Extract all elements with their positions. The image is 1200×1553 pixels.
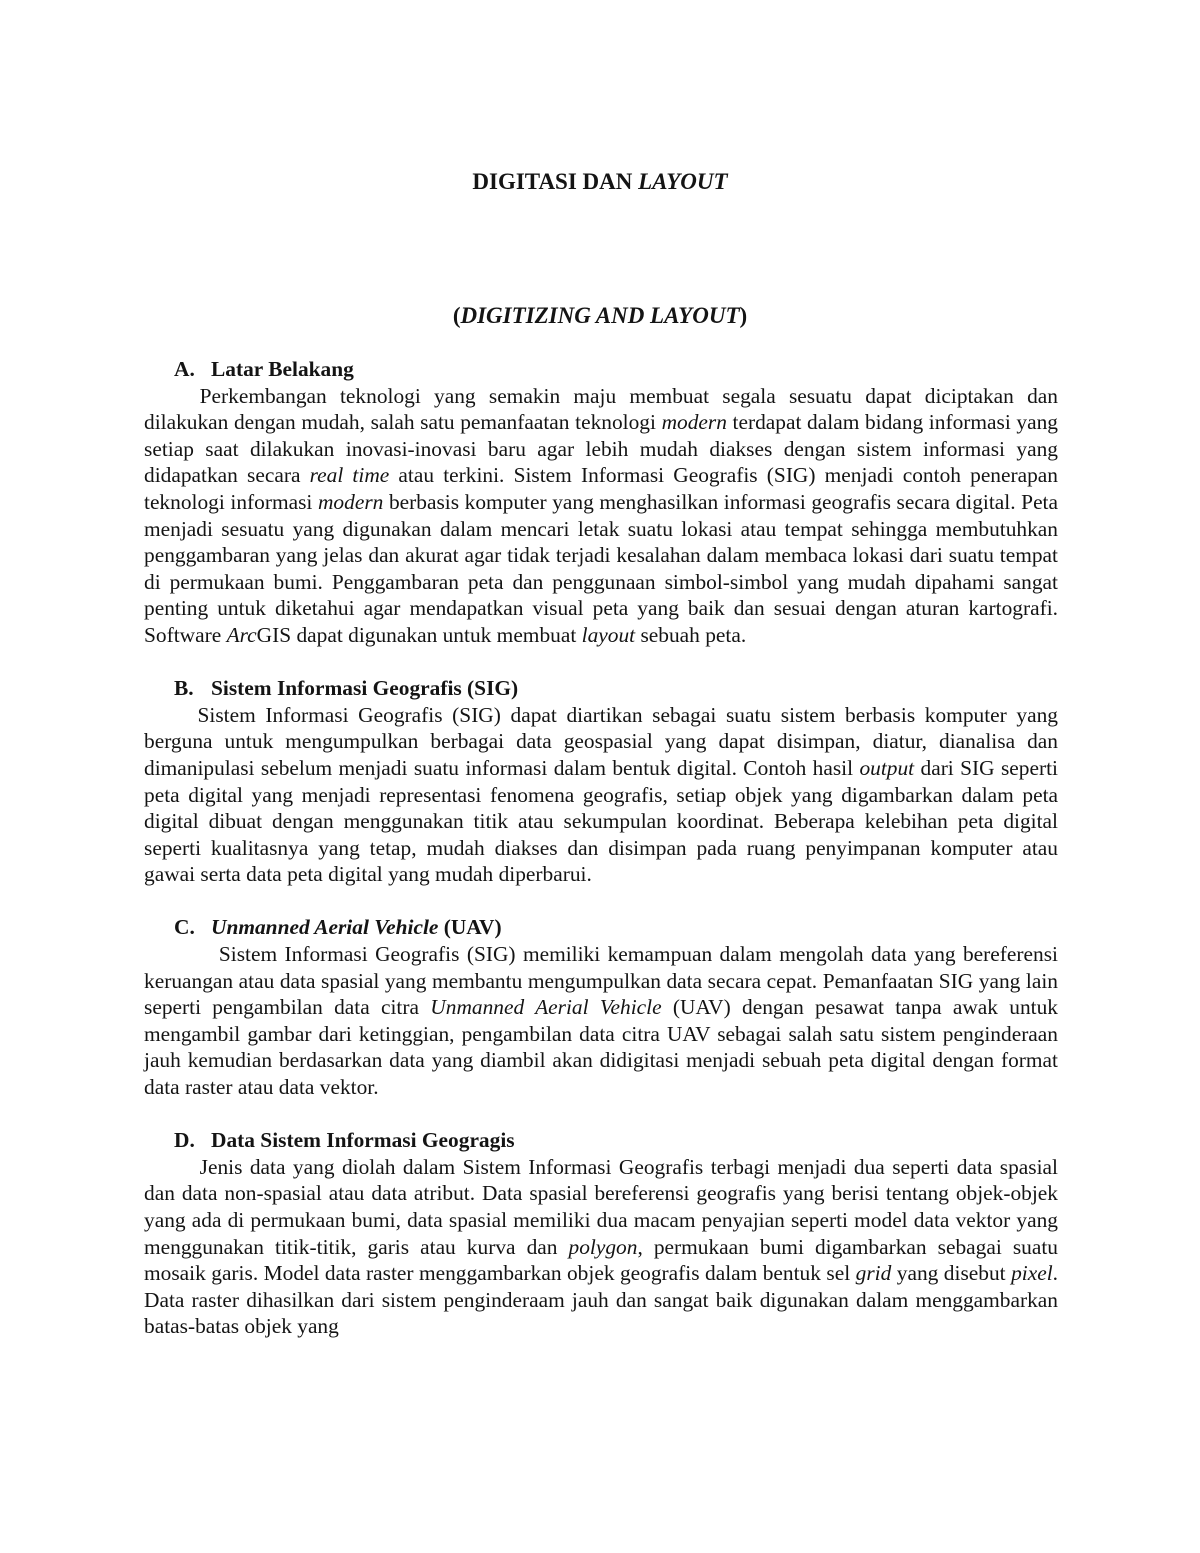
section-paragraph: [144, 702, 1058, 888]
paragraph-text: Sistem Informasi Geografis (SIG) dapat diartikan sebagai suatu sistem berbasis komputer yang berguna untuk mengumpulkan berbagai data geospasial yang dapat disimpan, diatur, dianalisa dan dimanipulasi sebelum menjadi suatu informasi dalam bentuk digital. Contoh hasil: [144, 702, 1058, 780]
paragraph-text: Sistem Informasi Geografis (SIG) memiliki kemampuan dalam mengolah data yang bereferensi keruangan atau data spasial yang membantu mengumpulkan data secara cepat. Pemanfaatan SIG yang lain seperti pengambilan data citra: [144, 942, 1058, 1020]
section-heading: [144, 1127, 1058, 1154]
paragraph-text: Perkembangan teknologi yang semakin maju membuat segala sesuatu dapat diciptakan dan dilakukan dengan mudah, salah satu pemanfaatan teknologi: [144, 383, 1058, 435]
section-heading: [144, 356, 1058, 383]
section-heading-text: (UAV): [438, 915, 502, 940]
section-heading: [144, 675, 1058, 702]
document-title-italic: LAYOUT: [638, 169, 728, 194]
section-letter: C.: [174, 915, 195, 940]
paragraph-text: Jenis data yang diolah dalam Sistem Informasi Geografis terbagi menjadi dua seperti data spasial dan data non-spasial atau data atribut. Data spasial bereferensi geografis yang berisi tentang objek-objek yang ada di permukaan bumi, data spasial memiliki dua macam penyajian seperti model data vektor yang menggunakan titik-titik, garis atau kurva dan: [144, 1154, 1058, 1259]
paragraph-text: dari SIG seperti peta digital yang menjadi representasi fenomena geografis, setiap objek yang digambarkan dalam peta digital dibuat dengan menggunakan titik atau sekumpulan koordinat. Beberapa kelebihan peta digital seperti kualitasnya yang tetap, mudah diakses dan disimpan pada ruang penyimpanan komputer atau gawai serta data peta digital yang mudah diperbarui.: [144, 755, 1058, 887]
paragraph-italic-text: output: [859, 755, 915, 780]
paragraph-text: berbasis komputer yang menghasilkan informasi geografis secara digital. Peta menjadi sesuatu yang digunakan dalam mencari letak suatu lokasi atau tempat sehingga membutuhkan penggambaran yang jelas dan akurat agar tidak terjadi kesalahan dalam membaca lokasi dari suatu tempat di permukaan bumi. Penggambaran peta dan penggunaan simbol-simbol yang mudah dipahami sangat penting untuk diketahui agar mendapatkan visual peta yang baik dan sesuai dengan aturan kartografi. Software: [144, 489, 1058, 647]
section-paragraph: [144, 1154, 1058, 1340]
section-heading: [144, 914, 1058, 941]
paragraph-text: sebuah peta.: [635, 622, 747, 647]
section-heading-text: Unmanned Aerial Vehicle: [211, 915, 439, 940]
paragraph-text: , permukaan bumi digambarkan sebagai suatu mosaik garis. Model data raster menggambarkan objek geografis dalam bentuk sel: [144, 1234, 1058, 1286]
paragraph-text: atau terkini. Sistem Informasi Geografis (SIG) menjadi contoh penerapan teknologi informasi: [144, 463, 1058, 514]
paragraph-italic-text: modern: [661, 410, 727, 435]
document-title-text: DIGITASI DAN: [472, 169, 639, 194]
section-heading-text: Latar Belakang: [211, 357, 354, 381]
paragraph-italic-text: grid: [855, 1261, 892, 1286]
section-paragraph: [144, 941, 1058, 1101]
paragraph-text: (UAV) dengan pesawat tanpa awak untuk mengambil gambar dari ketinggian, pengambilan data citra UAV sebagai salah satu sistem penginderaan jauh kemudian berdasarkan data yang diambil akan didigitasi menjadi sebuah peta digital dengan format data raster atau data vektor.: [144, 995, 1058, 1100]
paragraph-italic-text: layout: [581, 622, 636, 647]
paragraph-italic-text: pixel: [1011, 1261, 1053, 1286]
section-letter: A.: [174, 357, 195, 381]
paragraph-text: . Data raster dihasilkan dari sistem penginderaam jauh dan sangat baik digunakan dalam menggambarkan batas-batas objek yang: [144, 1261, 1058, 1339]
document-subtitle-italic: DIGITIZING AND LAYOUT: [460, 303, 740, 328]
paragraph-italic-text: real time: [309, 463, 390, 488]
paragraph-text: GIS dapat digunakan untuk membuat: [256, 622, 582, 647]
document-body: [144, 356, 1058, 1340]
document-subtitle-open: (: [452, 303, 461, 328]
paragraph-italic-text: polygon: [568, 1234, 638, 1259]
section-letter: B.: [174, 676, 194, 701]
document-title: [0, 168, 1200, 196]
paragraph-italic-text: Unmanned Aerial Vehicle: [430, 995, 662, 1020]
section-heading-text: Sistem Informasi Geografis (SIG): [211, 676, 519, 701]
document-subtitle: [0, 302, 1200, 330]
document-subtitle-close: ): [739, 303, 748, 328]
section-paragraph: [144, 383, 1058, 649]
paragraph-italic-text: Arc: [226, 622, 257, 647]
section-letter: D.: [174, 1128, 195, 1153]
paragraph-text: yang disebut: [891, 1261, 1012, 1286]
paragraph-text: terdapat dalam bidang informasi yang setiap saat dilakukan inovasi-inovasi baru agar lebih mudah diakses dengan sistem informasi yang didapatkan secara: [144, 410, 1058, 488]
section-heading-text: Data Sistem Informasi Geogragis: [211, 1128, 515, 1153]
paragraph-italic-text: modern: [317, 489, 384, 514]
